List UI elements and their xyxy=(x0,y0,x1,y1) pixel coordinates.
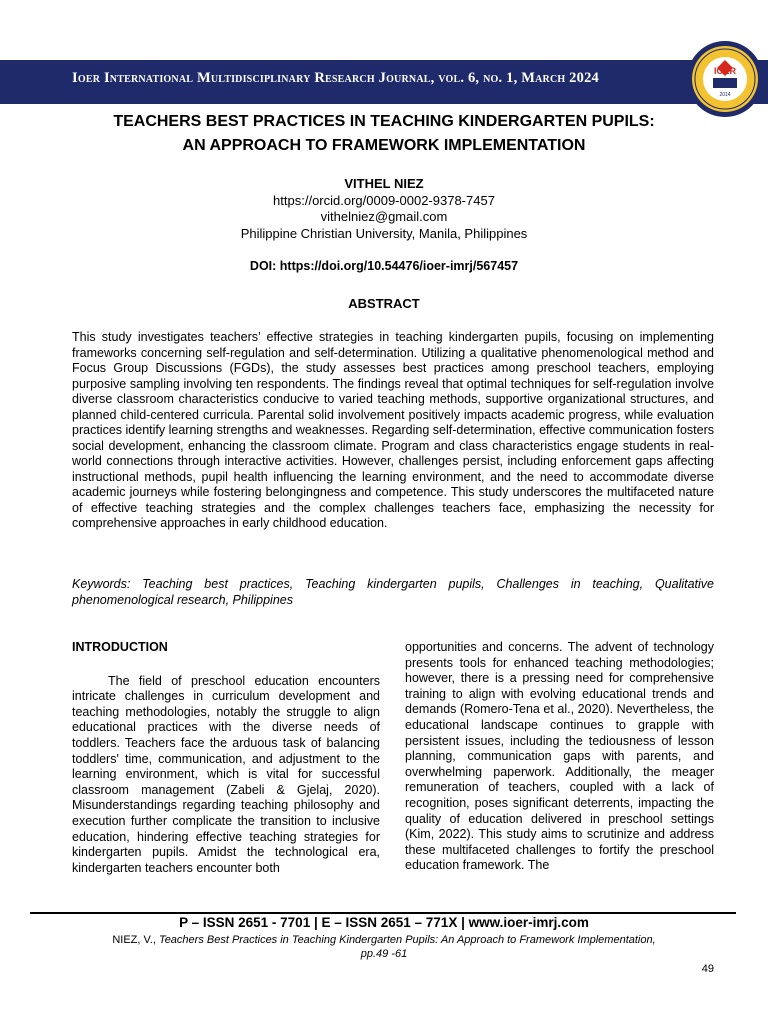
abstract-text: This study investigates teachers’ effective strategies in teaching kindergarten pupils, focusing on implementing frameworks concerning self-regulation and self-determination. Utilizing a qualitative phenomenological method and Focus Group Discussions (FGDs), the study assesses best practices among preschool teachers, employing purposive sampling involving ten respondents. The findings reveal that optimal techniques for self-regulation involve diverse classroom characteristics conducive to varied teaching methods, supportive organizational structures, and planned child-centered curricula. Parental solid involvement positively impacts academic progress, while evaluation practices identify learning strengths and weaknesses. Regarding self-determination, effective communication fosters social development, enhancing the classroom climate. Program and class characteristics engage students in real-world connections through interactive activities. However, challenges persist, including enforcement gaps affecting instructional methods, pupil health influencing the learning environment, and the need to accommodate diverse academic journeys while fostering belongingness and competence. This study underscores the multifaceted nature of effective teaching strategies and the complex challenges teachers face, emphasizing the necessity for comprehensive approaches in early childhood education. xyxy=(72,330,714,530)
citation-title: Teachers Best Practices in Teaching Kindergarten Pupils: An Approach to Framework Implementation, xyxy=(158,934,656,946)
keywords: Keywords: Teaching best practices, Teaching kindergarten pupils, Challenges in teaching, Qualitative phenomenological research, Philippines xyxy=(72,577,714,607)
doi-link[interactable]: DOI: https://doi.org/10.54476/ioer-imrj/567457 xyxy=(249,259,519,273)
paper-title-line1: TEACHERS BEST PRACTICES IN TEACHING KINDERGARTEN PUPILS: xyxy=(113,113,655,130)
abstract-heading: ABSTRACT xyxy=(348,296,420,311)
citation-author: NIEZ, V., xyxy=(112,934,159,946)
author-block xyxy=(40,176,728,242)
svg-text:IOER: IOER xyxy=(713,66,737,76)
page-number: 49 xyxy=(701,963,714,975)
paper-title-line2: AN APPROACH TO FRAMEWORK IMPLEMENTATION xyxy=(182,137,586,154)
author-email[interactable]: vithelniez@gmail.com xyxy=(320,209,448,224)
ioer-seal-logo xyxy=(686,40,764,118)
svg-text:2014: 2014 xyxy=(719,92,731,98)
introduction-left-text: The field of preschool education encounters intricate challenges in curriculum development and teaching methodologies, notably the struggle to align educational practices with the diverse needs of toddlers. Teachers face the arduous task of balancing toddlers' time, communication, and adjustment to the learning environment, which is vital for successful classroom management (Zabeli & Gjelaj, 2020). Misunderstandings regarding teaching philosophy and execution further complicate the transition to inclusive education, hindering effective teaching strategies for kindergarten pupils. Amidst the technological era, kindergarten teachers encounter both xyxy=(72,673,380,875)
introduction-right-text: opportunities and concerns. The advent of technology presents tools for enhanced teaching methodologies; however, there is a pressing need for comprehensive training to align with evolving educational trends and demands (Romero-Tena et al., 2020). Nevertheless, the educational landscape continues to grapple with persistent issues, including the tediousness of lesson planning, communication gaps with parents, and overwhelming paperwork. Additionally, the meager remuneration of teachers, coupled with a lack of recognition, poses significant deterrents, impacting the quality of education delivered in preschool settings (Kim, 2022). This study aims to scrutinize and address these multifaceted challenges to fortify the preschool education framework. The xyxy=(405,640,714,873)
author-name: VITHEL NIEZ xyxy=(344,176,424,191)
author-affiliation: Philippine Christian University, Manila, Philippines xyxy=(240,225,528,241)
footer-citation xyxy=(60,933,708,961)
paper-title xyxy=(40,110,728,158)
author-orcid[interactable]: https://orcid.org/0009-0002-9378-7457 xyxy=(273,192,495,208)
left-column xyxy=(72,640,380,876)
introduction-heading: INTRODUCTION xyxy=(72,640,168,654)
journal-header-bar xyxy=(0,60,768,104)
citation-pages: pp.49 -61 xyxy=(360,948,408,960)
footer-issn: P – ISSN 2651 - 7701 | E – ISSN 2651 – 771X | www.ioer-imrj.com xyxy=(179,915,589,930)
footer-divider xyxy=(30,912,736,914)
journal-title: Ioer International Multidisciplinary Research Journal, vol. 6, no. 1, March 2024 xyxy=(72,70,599,86)
